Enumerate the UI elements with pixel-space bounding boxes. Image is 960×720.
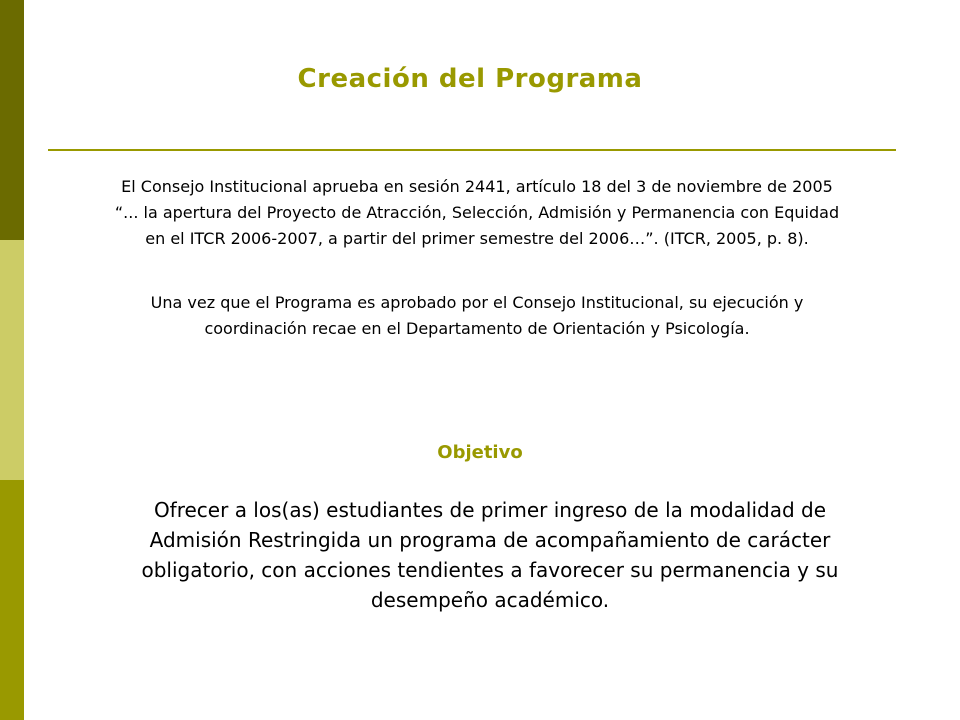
sidebar-block-top (0, 0, 24, 240)
title-divider (48, 149, 896, 151)
sidebar-block-middle (0, 240, 24, 480)
paragraph-approval: El Consejo Institucional aprueba en sesión 2441, artículo 18 del 3 de noviembre de 2005 “... la apertura del Proyecto de Atracción, Selección, Admisión y Permanencia con Equidad en el ITCR 2006-2007, a partir del primer semestre del 2006…”. (ITCR, 2005, p. 8). (114, 177, 840, 248)
slide-title: Creación del Programa (297, 64, 643, 94)
sidebar-block-bottom (0, 480, 24, 720)
objective-text: Ofrecer a los(as) estudiantes de primer ingreso de la modalidad de Admisión Restringida un programa de acompañamiento de carácter obligatorio, con acciones tendientes a favorecer su permanencia y su desempeño académico. (141, 498, 839, 612)
paragraph-execution: Una vez que el Programa es aprobado por el Consejo Institucional, su ejecución y coordinación recae en el Departamento de Orientación y Psicología. (150, 293, 804, 338)
objective-heading: Objetivo (437, 442, 523, 463)
